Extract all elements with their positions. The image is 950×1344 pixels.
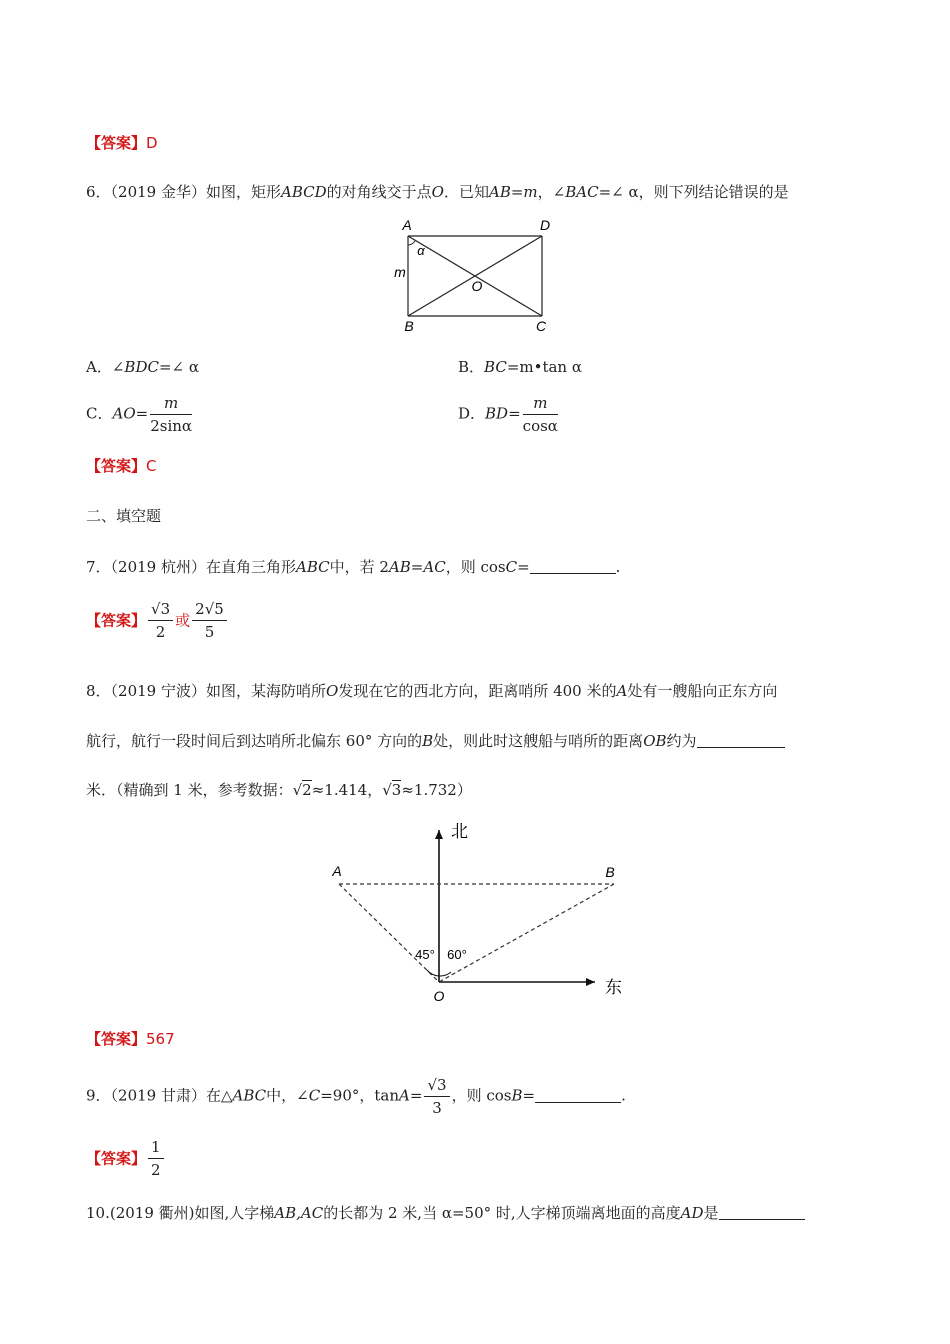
question-source: （2019 杭州） bbox=[110, 558, 206, 576]
fraction-denominator: 2 bbox=[151, 1161, 161, 1179]
q9-answer bbox=[86, 1138, 166, 1179]
stem-var: ABC bbox=[296, 558, 330, 576]
q8-answer bbox=[86, 1028, 175, 1049]
north-label: 北 bbox=[451, 822, 468, 841]
option-text: =m•tan α bbox=[506, 358, 582, 376]
q10-stem bbox=[86, 1202, 805, 1223]
answer-label: 【答案】 bbox=[86, 457, 147, 475]
q5-answer bbox=[86, 132, 158, 153]
option-label: A． bbox=[86, 358, 112, 376]
stem-text: 10.(2019 衢州)如图,人字梯 bbox=[86, 1204, 275, 1222]
q6-stem bbox=[86, 181, 789, 202]
answer-value: D bbox=[146, 134, 158, 152]
stem-text: . bbox=[621, 1086, 626, 1105]
stem-var: O bbox=[326, 682, 339, 700]
stem-text: =∠ α，则下列结论错误的是 bbox=[598, 183, 789, 201]
angle-60-label: 60° bbox=[447, 947, 467, 962]
stem-text: 在直角三角形 bbox=[206, 558, 297, 576]
fraction bbox=[424, 1076, 449, 1117]
coefficient: 2 bbox=[195, 600, 205, 618]
label-O: O bbox=[433, 988, 445, 1004]
section-title: 二、填空题 bbox=[86, 507, 162, 525]
label-alpha: α bbox=[417, 243, 425, 258]
stem-var: AB=AC bbox=[388, 558, 446, 576]
q7-stem bbox=[86, 556, 620, 577]
question-source: （2019 金华） bbox=[110, 183, 206, 201]
fraction bbox=[148, 600, 173, 641]
radicand: 2 bbox=[302, 781, 312, 799]
stem-var: C bbox=[505, 558, 518, 576]
radicand: 3 bbox=[160, 600, 171, 618]
label-C: C bbox=[535, 318, 547, 334]
stem-text: 是 bbox=[703, 1204, 719, 1222]
fraction-numerator: m bbox=[523, 394, 558, 415]
stem-text: 中，若 2 bbox=[329, 558, 389, 576]
radicand: 3 bbox=[391, 781, 402, 799]
option-a bbox=[86, 356, 199, 377]
label-O: O bbox=[471, 278, 483, 294]
option-label: B． bbox=[458, 358, 485, 376]
fraction-numerator: 1 bbox=[148, 1138, 164, 1159]
compass-figure bbox=[320, 818, 630, 1008]
fraction-denominator: 2sinα bbox=[150, 417, 193, 435]
q9-stem bbox=[86, 1076, 626, 1117]
option-text: = bbox=[135, 404, 149, 423]
question-number: 6． bbox=[86, 183, 111, 201]
option-text: =∠ α bbox=[158, 358, 199, 376]
stem-text: 在△ bbox=[206, 1086, 233, 1105]
answer-value: C bbox=[146, 457, 157, 475]
option-var: BDC bbox=[124, 358, 159, 376]
fraction-denominator: 5 bbox=[204, 623, 215, 641]
answer-or: 或 bbox=[175, 611, 191, 630]
stem-text: ，∠ bbox=[537, 183, 566, 201]
answer-label: 【答案】 bbox=[86, 1149, 147, 1168]
label-B: B bbox=[605, 864, 615, 880]
stem-text: ，则 cos bbox=[451, 1086, 512, 1105]
angle-45-label: 45° bbox=[415, 947, 435, 962]
stem-var: B bbox=[422, 732, 434, 750]
answer-blank bbox=[719, 1205, 805, 1220]
stem-text: 发现在它的西北方向，距离哨所 400 米的 bbox=[338, 682, 617, 700]
stem-text: ．已知 bbox=[443, 183, 489, 201]
fraction bbox=[148, 1138, 164, 1179]
answer-label: 【答案】 bbox=[86, 134, 147, 152]
stem-text: 航行，航行一段时间后到达哨所北偏东 60° 方向的 bbox=[86, 732, 423, 750]
stem-text: . bbox=[615, 558, 621, 576]
stem-var: ABCD bbox=[281, 183, 327, 201]
option-var: BC bbox=[484, 358, 507, 376]
stem-text: 米．（精确到 1 米，参考数据： bbox=[86, 781, 293, 799]
answer-blank bbox=[530, 559, 616, 574]
label-A: A bbox=[402, 217, 412, 233]
stem-text: 的对角线交于点 bbox=[326, 183, 432, 201]
east-label: 东 bbox=[605, 978, 622, 997]
rectangle-figure bbox=[390, 214, 560, 338]
fraction bbox=[192, 600, 227, 641]
option-d bbox=[458, 394, 560, 435]
stem-text: = bbox=[522, 1086, 536, 1105]
label-A: A bbox=[332, 863, 342, 879]
label-D: D bbox=[539, 217, 551, 233]
q7-answer bbox=[86, 600, 229, 641]
stem-text: 中，∠ bbox=[266, 1086, 309, 1105]
answer-blank bbox=[535, 1088, 621, 1103]
option-var: BD bbox=[485, 404, 509, 423]
stem-text: ，则 cos bbox=[445, 558, 506, 576]
q6-answer bbox=[86, 455, 157, 476]
stem-var: A bbox=[616, 682, 628, 700]
stem-text: = bbox=[409, 1086, 423, 1105]
radicand: 5 bbox=[214, 600, 224, 618]
option-label: D． bbox=[458, 404, 486, 423]
question-number: 7． bbox=[86, 558, 111, 576]
option-var: AO bbox=[112, 404, 136, 423]
option-b bbox=[458, 356, 582, 377]
question-source: （2019 甘肃） bbox=[110, 1086, 206, 1105]
stem-text: ≈1.414， bbox=[311, 781, 383, 799]
radicand: 3 bbox=[437, 1076, 447, 1094]
stem-var: OB bbox=[643, 732, 667, 750]
stem-text: 处有一艘船向正东方向 bbox=[627, 682, 778, 700]
q8-line-1 bbox=[86, 680, 777, 701]
stem-text: 处，则此时这艘船与哨所的距离 bbox=[433, 732, 644, 750]
stem-text: 约为 bbox=[666, 732, 697, 750]
stem-text: = bbox=[517, 558, 530, 576]
stem-var: AB,AC bbox=[274, 1204, 324, 1222]
answer-value: 567 bbox=[146, 1030, 175, 1048]
fraction bbox=[150, 394, 192, 435]
option-label: C． bbox=[86, 404, 113, 423]
option-text: = bbox=[508, 404, 521, 423]
stem-var: B bbox=[511, 1086, 523, 1105]
fraction-denominator: cosα bbox=[522, 417, 558, 435]
fraction-numerator: √3 bbox=[148, 600, 173, 621]
fraction-numerator: √3 bbox=[424, 1076, 449, 1097]
stem-var: ABC bbox=[232, 1086, 267, 1105]
answer-blank bbox=[697, 733, 785, 748]
stem-text: 8．（2019 宁波）如图，某海防哨所 bbox=[86, 682, 326, 700]
stem-var: AB=m bbox=[489, 183, 538, 201]
stem-var: BAC bbox=[565, 183, 599, 201]
fraction-denominator: 3 bbox=[432, 1099, 442, 1117]
question-number: 9． bbox=[86, 1086, 111, 1105]
q8-line-3: 米．（精确到 1 米，参考数据：√2≈1.414，√3≈1.732） bbox=[86, 781, 472, 799]
stem-text: =90°，tan bbox=[320, 1086, 400, 1105]
stem-text: 的长都为 2 米,当 α=50° 时,人字梯顶端离地面的高度 bbox=[323, 1204, 681, 1222]
fraction-numerator: m bbox=[150, 394, 192, 415]
stem-var: C bbox=[308, 1086, 321, 1105]
label-B: B bbox=[404, 318, 414, 334]
answer-label: 【答案】 bbox=[86, 611, 147, 630]
option-text: ∠ bbox=[111, 358, 125, 376]
q8-line-2 bbox=[86, 730, 785, 751]
stem-text: ≈1.732） bbox=[401, 781, 472, 799]
fraction-numerator: 2√5 bbox=[192, 600, 227, 621]
stem-var: A bbox=[399, 1086, 410, 1105]
stem-var: AD bbox=[680, 1204, 704, 1222]
answer-label: 【答案】 bbox=[86, 1030, 147, 1048]
option-c bbox=[86, 394, 194, 435]
stem-var: O bbox=[431, 183, 444, 201]
label-m: m bbox=[394, 264, 406, 280]
fraction-denominator: 2 bbox=[155, 623, 166, 641]
stem-text: 如图，矩形 bbox=[206, 183, 282, 201]
fraction bbox=[523, 394, 558, 435]
